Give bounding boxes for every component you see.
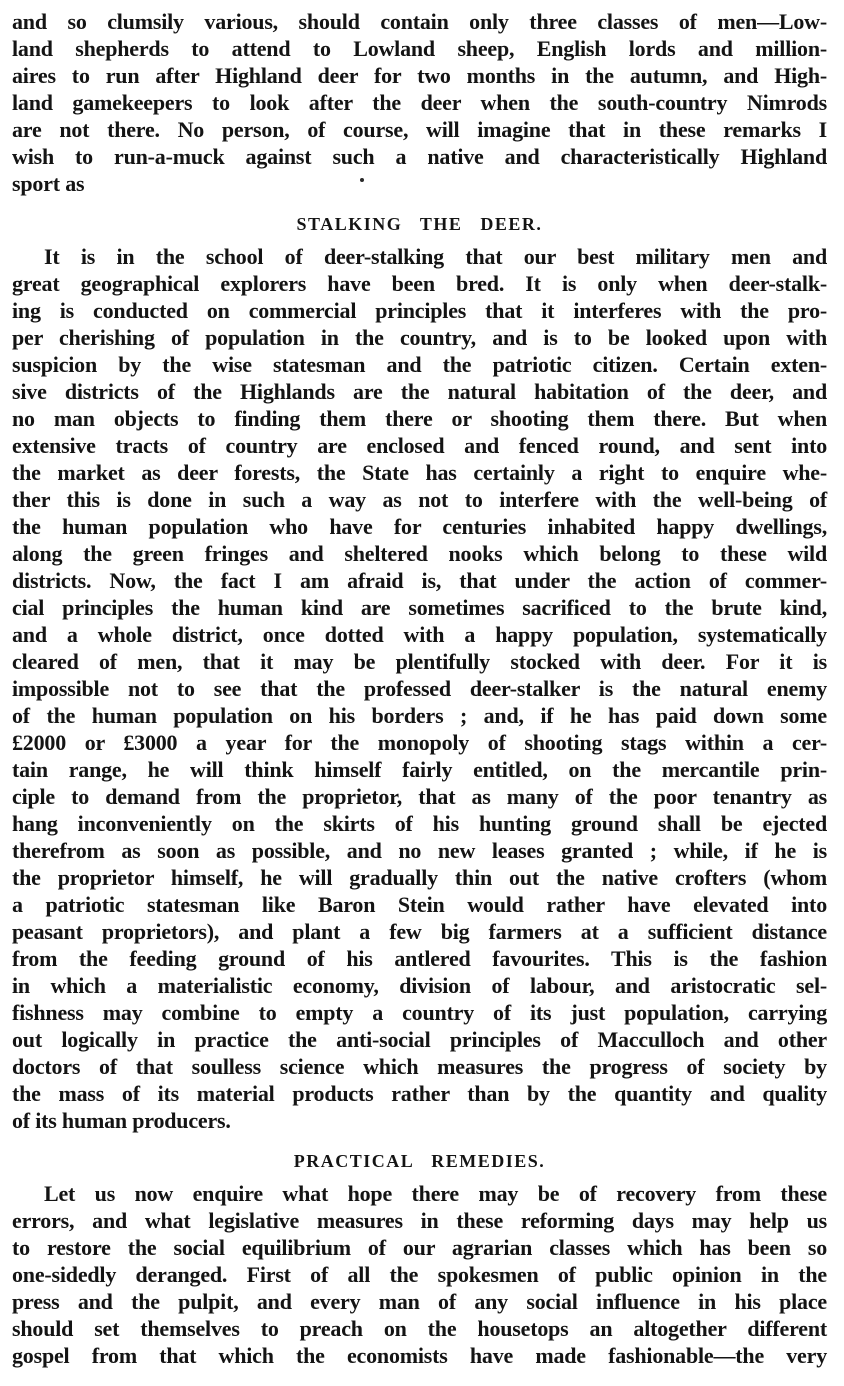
text-line: districts. Now, the fact I am afraid is, that under the action of commer- (12, 568, 827, 593)
text-line: errors, and what legislative measures in these reforming days may help us (12, 1208, 827, 1233)
text-line: in which a materialistic economy, division of labour, and aristocratic sel- (12, 973, 827, 998)
text-line: of the human population on his borders ; and, if he has paid down some (12, 703, 827, 728)
text-column (12, 8, 827, 1369)
text-line: the proprietor himself, he will gradually thin out the native crofters (whom (12, 865, 827, 890)
text-line: the mass of its material products rather than by the quantity and quality (12, 1081, 827, 1106)
text-line: a patriotic statesman like Baron Stein would rather have elevated into (12, 892, 827, 917)
text-line: land gamekeepers to look after the deer when the south-country Nimrods (12, 90, 827, 115)
text-line: and a whole district, once dotted with a happy population, systematically (12, 622, 827, 647)
ink-speck (360, 178, 364, 182)
text-line: out logically in practice the anti-social principles of Macculloch and other (12, 1027, 827, 1052)
text-line: It is in the school of deer-stalking that our best military men and (44, 244, 827, 269)
paragraph (12, 1180, 827, 1369)
text-line: tain range, he will think himself fairly entitled, on the mercantile prin- (12, 757, 827, 782)
text-line: £2000 or £3000 a year for the monopoly of shooting stags within a cer- (12, 730, 827, 755)
section-heading: PRACTICAL REMEDIES. (293, 1151, 546, 1171)
text-line: sport as (12, 171, 85, 196)
text-line: no man objects to finding them there or shooting them there. But when (12, 406, 827, 431)
text-line: Let us now enquire what hope there may be of recovery from these (44, 1181, 827, 1206)
text-line: the human population who have for centuries inhabited happy dwellings, (12, 514, 827, 539)
text-line: aires to run after Highland deer for two months in the autumn, and High- (12, 63, 827, 88)
text-line: therefrom as soon as possible, and no new leases granted ; while, if he is (12, 838, 827, 863)
paragraph (12, 8, 827, 197)
text-line: suspicion by the wise statesman and the patriotic citizen. Certain exten- (12, 352, 827, 377)
text-line: great geographical explorers have been bred. It is only when deer-stalk- (12, 271, 827, 296)
text-line: of its human producers. (12, 1108, 231, 1133)
text-line: fishness may combine to empty a country of its just population, carrying (12, 1000, 827, 1025)
text-line: cleared of men, that it may be plentifully stocked with deer. For it is (12, 649, 827, 674)
text-line: per cherishing of population in the country, and is to be looked upon with (12, 325, 827, 350)
text-line: sive districts of the Highlands are the natural habitation of the deer, and (12, 379, 827, 404)
text-line: land shepherds to attend to Lowland sheep, English lords and million- (12, 36, 827, 61)
text-line: ing is conducted on commercial principles that it interferes with the pro- (12, 298, 827, 323)
text-line: and so clumsily various, should contain only three classes of men—Low- (12, 9, 827, 34)
text-line: one-sidedly deranged. First of all the spokesmen of public opinion in the (12, 1262, 827, 1287)
text-line: the market as deer forests, the State has certainly a right to enquire whe- (12, 460, 827, 485)
paragraph (12, 243, 827, 1134)
text-line: wish to run-a-muck against such a native and characteristically Highland (12, 144, 827, 169)
text-line: press and the pulpit, and every man of any social influence in his place (12, 1289, 827, 1314)
text-line: cial principles the human kind are sometimes sacrificed to the brute kind, (12, 595, 827, 620)
text-line: from the feeding ground of his antlered favourites. This is the fashion (12, 946, 827, 971)
text-line: should set themselves to preach on the housetops an altogether different (12, 1316, 827, 1341)
section-heading: STALKING THE DEER. (296, 214, 543, 234)
text-line: gospel from that which the economists have made fashionable—the very (12, 1343, 827, 1368)
text-line: ther this is done in such a way as not to interfere with the well-being of (12, 487, 827, 512)
text-line: hang inconveniently on the skirts of his hunting ground shall be ejected (12, 811, 827, 836)
text-line: doctors of that soulless science which measures the progress of society by (12, 1054, 827, 1079)
text-line: extensive tracts of country are enclosed and fenced round, and sent into (12, 433, 827, 458)
text-line: to restore the social equilibrium of our agrarian classes which has been so (12, 1235, 827, 1260)
text-line: are not there. No person, of course, will imagine that in these remarks I (12, 117, 827, 142)
text-line: along the green fringes and sheltered nooks which belong to these wild (12, 541, 827, 566)
text-line: ciple to demand from the proprietor, that as many of the poor tenantry as (12, 784, 827, 809)
text-line: impossible not to see that the professed deer-stalker is the natural enemy (12, 676, 827, 701)
text-line: peasant proprietors), and plant a few big farmers at a sufficient distance (12, 919, 827, 944)
